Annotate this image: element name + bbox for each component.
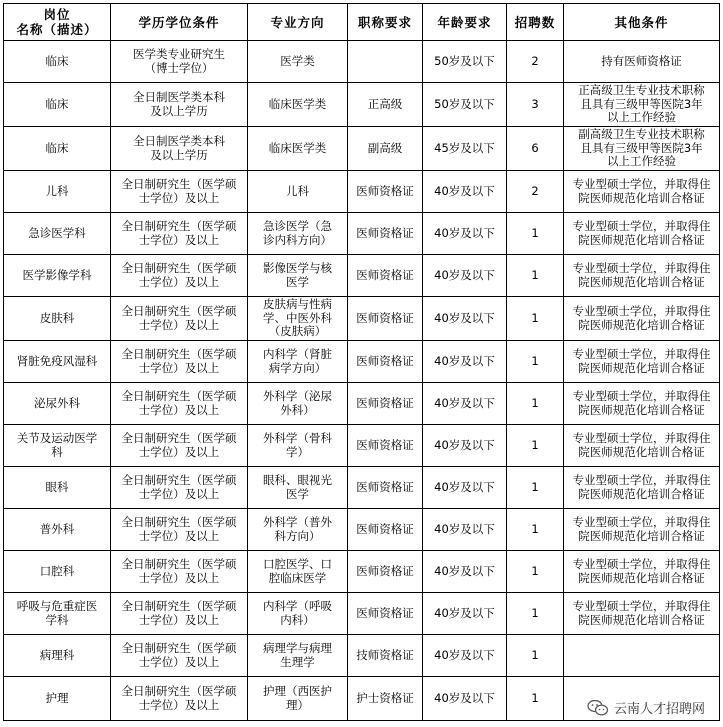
- cell-major: 眼科、眼视光 医学: [248, 467, 348, 509]
- cell-education: 医学类专业研究生 （博士学位）: [111, 41, 248, 83]
- cell-major: 口腔医学、口 腔临床医学: [248, 551, 348, 593]
- cell-education: 全日制研究生（医学硕 士学位）及以上: [111, 593, 248, 635]
- table-row: [4, 83, 720, 127]
- header-other: 其他条件: [564, 4, 720, 41]
- cell-count: 1: [507, 593, 564, 635]
- cell-post: 急诊医学科: [4, 213, 111, 255]
- header-education: 学历学位条件: [111, 4, 248, 41]
- cell-education: 全日制研究生（医学硕 士学位）及以上: [111, 551, 248, 593]
- cell-title: 副高级: [348, 127, 423, 171]
- cell-post: 皮肤科: [4, 297, 111, 341]
- cell-count: 6: [507, 127, 564, 171]
- table-row: [4, 171, 720, 213]
- cell-age: 50岁及以下: [423, 83, 507, 127]
- cell-education: 全日制医学类本科 及以上学历: [111, 83, 248, 127]
- cell-title: 医师资格证: [348, 509, 423, 551]
- cell-post: 口腔科: [4, 551, 111, 593]
- cell-age: 40岁及以下: [423, 509, 507, 551]
- cell-post: 病理科: [4, 635, 111, 677]
- cell-major: 内科学（呼吸 内科）: [248, 593, 348, 635]
- cell-post: 泌尿外科: [4, 383, 111, 425]
- cell-count: 3: [507, 83, 564, 127]
- cell-other: 专业型硕士学位，并取得住 院医师规范化培训合格证: [564, 341, 720, 383]
- cell-title: 医师资格证: [348, 383, 423, 425]
- cell-major: 临床医学类: [248, 83, 348, 127]
- cell-title: 正高级: [348, 83, 423, 127]
- cell-post: 关节及运动医学 科: [4, 425, 111, 467]
- cell-title: 护士资格证: [348, 677, 423, 721]
- cell-major: 皮肤病与性病 学、中医外科 （皮肤病）: [248, 297, 348, 341]
- table-row: [4, 509, 720, 551]
- cell-title: 技师资格证: [348, 635, 423, 677]
- cell-age: 40岁及以下: [423, 341, 507, 383]
- cell-major: 护理（西医护 理）: [248, 677, 348, 721]
- cell-other: 专业型硕士学位，并取得住 院医师规范化培训合格证: [564, 383, 720, 425]
- table-row: [4, 255, 720, 297]
- cell-count: 1: [507, 635, 564, 677]
- cell-other: 副高级卫生专业技术职称 且具有三级甲等医院3年 以上工作经验: [564, 127, 720, 171]
- cell-count: 1: [507, 677, 564, 721]
- cell-age: 45岁及以下: [423, 127, 507, 171]
- cell-title: 医师资格证: [348, 551, 423, 593]
- cell-count: 1: [507, 341, 564, 383]
- cell-age: 40岁及以下: [423, 171, 507, 213]
- cell-count: 1: [507, 383, 564, 425]
- cell-education: 全日制研究生（医学硕 士学位）及以上: [111, 171, 248, 213]
- cell-age: 40岁及以下: [423, 551, 507, 593]
- cell-count: 1: [507, 297, 564, 341]
- wechat-icon: [587, 699, 609, 717]
- recruitment-table: [3, 3, 720, 721]
- cell-age: 50岁及以下: [423, 41, 507, 83]
- cell-major: 临床医学类: [248, 127, 348, 171]
- cell-age: 40岁及以下: [423, 593, 507, 635]
- cell-education: 全日制研究生（医学硕 士学位）及以上: [111, 509, 248, 551]
- cell-count: 2: [507, 41, 564, 83]
- cell-major: 内科学（肾脏 病学方向）: [248, 341, 348, 383]
- cell-count: 1: [507, 213, 564, 255]
- cell-post: 儿科: [4, 171, 111, 213]
- header-title: 职称要求: [348, 4, 423, 41]
- cell-major: 外科学（骨科 学）: [248, 425, 348, 467]
- cell-other: 专业型硕士学位，并取得住 院医师规范化培训合格证: [564, 213, 720, 255]
- table-row: [4, 41, 720, 83]
- cell-age: 40岁及以下: [423, 213, 507, 255]
- cell-major: 急诊医学（急 诊内科方向）: [248, 213, 348, 255]
- table-row: [4, 127, 720, 171]
- cell-count: 1: [507, 551, 564, 593]
- table-row: [4, 341, 720, 383]
- table-row: [4, 383, 720, 425]
- table-row: [4, 593, 720, 635]
- cell-education: 全日制研究生（医学硕 士学位）及以上: [111, 467, 248, 509]
- header-row: [4, 4, 720, 41]
- table-row: [4, 551, 720, 593]
- cell-title: 医师资格证: [348, 297, 423, 341]
- cell-other: 正高级卫生专业技术职称 且具有三级甲等医院3年 以上工作经验: [564, 83, 720, 127]
- cell-other: 专业型硕士学位，并取得住 院医师规范化培训合格证: [564, 171, 720, 213]
- cell-education: 全日制研究生（医学硕 士学位）及以上: [111, 635, 248, 677]
- table-row: [4, 213, 720, 255]
- cell-education: 全日制研究生（医学硕 士学位）及以上: [111, 213, 248, 255]
- cell-count: 1: [507, 255, 564, 297]
- cell-other: 专业型硕士学位，并取得住 院医师规范化培训合格证: [564, 297, 720, 341]
- cell-other: 专业型硕士学位，并取得住 院医师规范化培训合格证: [564, 593, 720, 635]
- cell-title: 医师资格证: [348, 593, 423, 635]
- cell-major: 儿科: [248, 171, 348, 213]
- cell-other: 专业型硕士学位，并取得住 院医师规范化培训合格证: [564, 551, 720, 593]
- cell-title: 医师资格证: [348, 255, 423, 297]
- cell-other: 专业型硕士学位，并取得住 院医师规范化培训合格证: [564, 425, 720, 467]
- cell-age: 40岁及以下: [423, 677, 507, 721]
- cell-education: 全日制研究生（医学硕 士学位）及以上: [111, 425, 248, 467]
- cell-title: 医师资格证: [348, 425, 423, 467]
- cell-education: 全日制研究生（医学硕 士学位）及以上: [111, 297, 248, 341]
- cell-title: 医师资格证: [348, 467, 423, 509]
- cell-education: 全日制研究生（医学硕 士学位）及以上: [111, 255, 248, 297]
- cell-post: 护理: [4, 677, 111, 721]
- cell-other: [564, 635, 720, 677]
- cell-count: 1: [507, 425, 564, 467]
- table-row: [4, 467, 720, 509]
- cell-major: 外科学（泌尿 外科）: [248, 383, 348, 425]
- cell-title: 医师资格证: [348, 341, 423, 383]
- header-major: 专业方向: [248, 4, 348, 41]
- cell-other: 专业型硕士学位，并取得住 院医师规范化培训合格证: [564, 467, 720, 509]
- cell-age: 40岁及以下: [423, 297, 507, 341]
- cell-major: 外科学（普外 科方向）: [248, 509, 348, 551]
- header-age: 年龄要求: [423, 4, 507, 41]
- table-row: [4, 425, 720, 467]
- table-row: [4, 635, 720, 677]
- cell-age: 40岁及以下: [423, 635, 507, 677]
- header-post: 岗位 名称（描述）: [4, 4, 111, 41]
- cell-post: 临床: [4, 127, 111, 171]
- cell-education: 全日制研究生（医学硕 士学位）及以上: [111, 677, 248, 721]
- cell-count: 1: [507, 467, 564, 509]
- cell-age: 40岁及以下: [423, 425, 507, 467]
- watermark: [583, 696, 709, 719]
- cell-post: 眼科: [4, 467, 111, 509]
- cell-post: 临床: [4, 41, 111, 83]
- cell-post: 医学影像学科: [4, 255, 111, 297]
- cell-title: 医师资格证: [348, 171, 423, 213]
- table-row: [4, 297, 720, 341]
- cell-other: 持有医师资格证: [564, 41, 720, 83]
- watermark-text: 云南人才招聘网: [613, 702, 705, 717]
- cell-post: 普外科: [4, 509, 111, 551]
- cell-other: 专业型硕士学位，并取得住 院医师规范化培训合格证: [564, 509, 720, 551]
- cell-title: [348, 41, 423, 83]
- cell-age: 40岁及以下: [423, 383, 507, 425]
- cell-other: 专业型硕士学位，并取得住 院医师规范化培训合格证: [564, 255, 720, 297]
- cell-major: 医学类: [248, 41, 348, 83]
- cell-major: 病理学与病理 生理学: [248, 635, 348, 677]
- cell-education: 全日制研究生（医学硕 士学位）及以上: [111, 341, 248, 383]
- cell-post: 肾脏免疫风湿科: [4, 341, 111, 383]
- cell-age: 40岁及以下: [423, 467, 507, 509]
- cell-major: 影像医学与核 医学: [248, 255, 348, 297]
- cell-education: 全日制研究生（医学硕 士学位）及以上: [111, 383, 248, 425]
- cell-post: 呼吸与危重症医 学科: [4, 593, 111, 635]
- cell-title: 医师资格证: [348, 213, 423, 255]
- cell-post: 临床: [4, 83, 111, 127]
- header-count: 招聘数: [507, 4, 564, 41]
- cell-age: 40岁及以下: [423, 255, 507, 297]
- cell-count: 2: [507, 171, 564, 213]
- cell-count: 1: [507, 509, 564, 551]
- cell-education: 全日制医学类本科 及以上学历: [111, 127, 248, 171]
